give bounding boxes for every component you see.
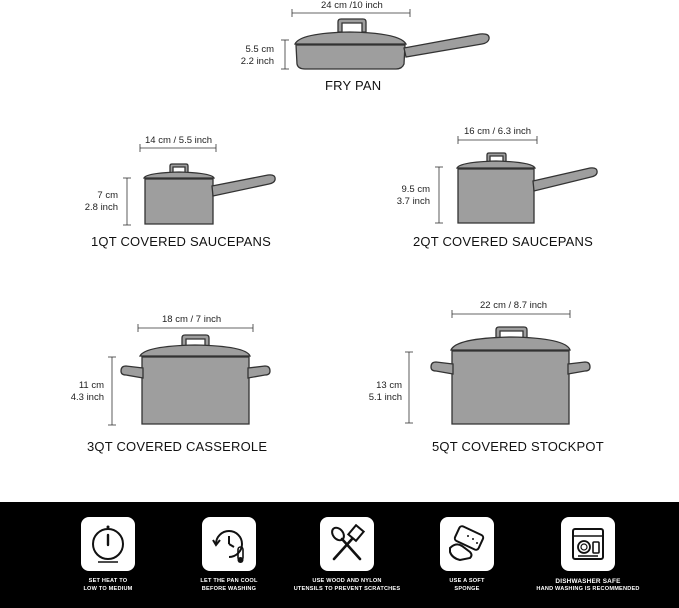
fry-pan-title: FRY PAN — [325, 78, 382, 93]
stove-dial-icon — [81, 517, 135, 571]
care-dishwasher-line2: HAND WASHING IS RECOMMENDED — [536, 585, 640, 592]
care-item-sponge — [412, 517, 522, 593]
sponge-icon — [440, 517, 494, 571]
casserole-3qt-drawing — [108, 324, 270, 425]
stockpot-5qt-width-dim: 22 cm / 8.7 inch — [480, 300, 548, 311]
saucepan-2qt-drawing — [435, 136, 597, 223]
saucepan-1qt-width-dim: 14 cm / 5.5 inch — [145, 135, 213, 146]
saucepan-1qt-title: 1QT COVERED SAUCEPANS — [91, 234, 271, 249]
stockpot-5qt-title: 5QT COVERED STOCKPOT — [432, 439, 604, 454]
saucepan-1qt-drawing — [123, 144, 275, 225]
casserole-3qt-height-in: 4.3 inch — [70, 392, 104, 403]
fry-pan-width-dim: 24 cm /10 inch — [321, 0, 383, 11]
care-item-cool — [174, 517, 284, 593]
casserole-3qt-width-dim: 18 cm / 7 inch — [162, 314, 222, 325]
saucepan-2qt-title: 2QT COVERED SAUCEPANS — [413, 234, 593, 249]
stockpot-5qt-drawing — [405, 310, 590, 424]
saucepan-1qt-height-in: 2.8 inch — [84, 202, 118, 213]
cooling-timer-icon — [202, 517, 256, 571]
saucepan-2qt-width-dim: 16 cm / 6.3 inch — [464, 126, 532, 137]
stockpot-5qt-height-in: 5.1 inch — [368, 392, 402, 403]
care-utensils-line2: UTENSILS TO PREVENT SCRATCHES — [293, 585, 401, 592]
saucepan-1qt-height-cm: 7 cm — [97, 190, 118, 201]
saucepan-2qt-height-in: 3.7 inch — [396, 196, 430, 207]
stockpot-5qt-height-cm: 13 cm — [376, 380, 402, 391]
care-cool-line1: LET THE PAN COOL — [200, 578, 258, 584]
care-utensils-line1: USE WOOD AND NYLON — [312, 578, 382, 584]
care-heat-line2: LOW TO MEDIUM — [83, 585, 133, 592]
saucepan-2qt-height-cm: 9.5 cm — [401, 184, 430, 195]
care-heat-line1: SET HEAT TO — [88, 578, 128, 584]
casserole-3qt-height-cm: 11 cm — [78, 380, 104, 391]
care-item-utensils — [292, 517, 402, 593]
casserole-3qt-title: 3QT COVERED CASSEROLE — [87, 439, 268, 454]
utensils-icon — [320, 517, 374, 571]
fry-pan-drawing — [281, 9, 489, 69]
care-dishwasher-line1: DISHWASHER SAFE — [555, 578, 621, 585]
care-sponge-line1: USE A SOFT — [449, 578, 485, 584]
care-sponge-line2: SPONGE — [454, 585, 480, 592]
fry-pan-height-cm: 5.5 cm — [245, 44, 274, 55]
care-item-dishwasher — [533, 517, 643, 593]
care-cool-line2: BEFORE WASHING — [201, 585, 257, 592]
fry-pan-height-in: 2.2 inch — [240, 56, 274, 67]
care-item-heat — [53, 517, 163, 593]
dishwasher-icon — [561, 517, 615, 571]
